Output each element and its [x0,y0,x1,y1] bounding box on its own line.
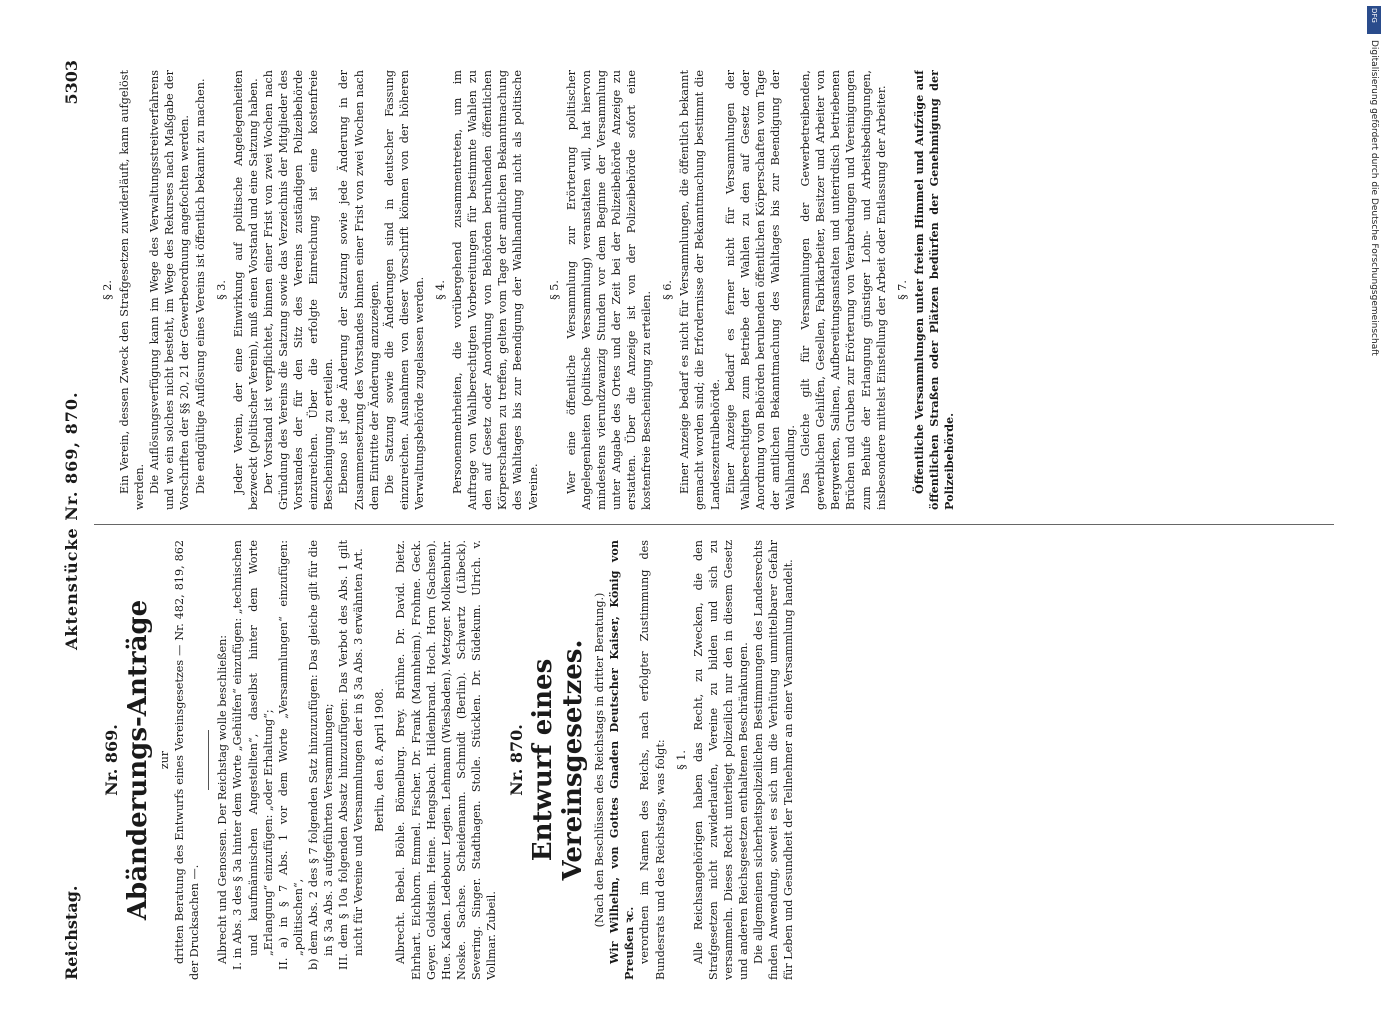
section-4-paragraph: Personenmehrheiten, die vorübergehend zusammentreten, um im Auftrage von Wahlberechtigten Vorbereitungen für bestimmte Wahlen zu den auf Gesetz oder Anordnung von Behörden beruhenden öffentlichen Körperschaften zu treffen, gelten vom Tage der amtlichen Bekanntmachung des Wahltages bis zur Beendigung der Wahlhandlung nicht als politische Vereine. [451,70,540,510]
section-3-heading: § 3. [214,280,228,300]
section-2-paragraph: Die Auflösungsverfügung kann im Wege des Verwaltungsstreitverfahrens und wo ein solches nicht besteht, im Wege des Rekurses nach Maßgabe der Vorschriften der §§ 20, 21 der Gewerbeordnung angefochten werden. [148,70,192,510]
section-5-paragraph: Wer eine öffentliche Versammlung zur Erörterung politischer Angelegenheiten (politische Versammlung) veranstalten will, hat hiervon mindestens vierundzwanzig Stunden vor dem Beginne der Versammlung unter Angabe des Ortes und der Zeit bei der Polizeibehörde Anzeige zu erstatten. Über die Anzeige ist von der Polizeibehörde sofort eine kostenfreie Bescheinigung zu erteilen. [564,70,654,510]
note-870: (Nach den Beschlüssen des Reichstags in dritter Beratung.) [593,592,607,928]
short-rule [208,730,209,790]
motion-item: II. a) in § 7 Abs. 1 vor dem Worte „Versammlungen“ einzufügen: „politischen“, [276,540,305,970]
header-left: Reichstag. [62,885,81,980]
section-7-paragraph: Öffentliche Versammlungen unter freiem Himmel und Aufzüge auf öffentlichen Straßen oder Plätzen bedürfen der Genehmigung der Polizeibehörde. [911,70,956,510]
section-2-paragraph: Die endgültige Auflösung eines Vereins ist öffentlich bekannt zu machen. [193,78,207,494]
credit-text: Digitalisierung gefördert durch die Deutsche Forschungsgemeinschaft [1369,40,1379,356]
section-6-paragraph: Einer Anzeige bedarf es ferner nicht für Versammlungen der Wahlberechtigten zum Betriebe der Wahlen zu den auf Gesetz oder Anordnung von Behörden beruhenden öffentlichen Körperschaften vom Tage der amtlichen Bekanntmachung des Wahltages bis zur Beendigung der Wahlhandlung. [723,70,798,510]
section-2-paragraph: Ein Verein, dessen Zweck den Strafgesetzen zuwiderläuft, kann aufgelöst werden. [118,70,147,510]
date-line: Berlin, den 8. April 1908. [373,688,387,832]
page-header [58,60,88,980]
title-870: Entwurf eines Vereinsgesetzes. [528,639,589,881]
section-5-heading: § 5. [547,280,561,300]
preamble-verordnen: verordnen im Namen des Reichs, nach erfolgter Zustimmung des Bundesrats und des Reichstags, was folgt: [638,540,667,980]
section-4-heading: § 4. [433,280,447,300]
section-3-paragraph: Ebenso ist jede Änderung der Satzung sowie jede Änderung in der Zusammensetzung des Vorstandes binnen einer Frist von zwei Wochen nach dem Eintritte der Änderung anzuzeigen. [337,70,381,510]
section-2-heading: § 2. [101,280,114,300]
section-3-paragraph: Die Satzung sowie die Änderungen sind in deutscher Fassung einzureichen. Ausnahmen von dieser Vorschrift können von der höheren Verwaltungsbehörde zugelassen werden. [382,70,426,510]
title-869: Abänderungs-Anträge [123,599,154,921]
zur-label: zur [158,750,172,770]
motion-item: III. dem § 10a folgenden Absatz hinzuzufügen: Das Verbot des Abs. 1 gilt nicht für Vereine und Versammlungen der in § 3a Abs. 3 erwähnten Art. [337,540,366,970]
column-divider [94,524,1334,525]
document-number-870: Nr. 870. [507,724,527,796]
subtitle-869: dritten Beratung des Entwurfs eines Vereinsgesetzes — Nr. 482, 819, 862 der Drucksachen —. [173,540,202,980]
section-6-paragraph: Das Gleiche gilt für Versammlungen der Gewerbetreibenden, gewerblichen Gehilfen, Gesellen, Fabrikarbeiter, Besitzer und Arbeiter von Bergwerken, Salinen, Aufbereitungsanstalten und unterirdisch betriebenen Brüchen und Gruben zur Erörterung von Verabredungen und Vereinigungen zum Behufe der Erlangung günstiger Lohn- und Arbeitsbedingungen, insbesondere mittelst Einstellung der Arbeit oder Entlassung der Arbeiter. [799,70,888,510]
section-6-paragraph: Einer Anzeige bedarf es nicht für Versammlungen, die öffentlich bekannt gemacht worden sind; die Erfordernisse der Bekanntmachung bestimmt die Landeszentralbehörde. [678,70,722,510]
rotated-document [50,50,1350,990]
dfg-logo: DFG [1367,6,1381,34]
section-1-paragraph: Alle Reichsangehörigen haben das Recht, zu Zwecken, die den Strafgesetzen nicht zuwiderlaufen, Vereine zu bilden und sich zu versammeln. Dieses Recht unterliegt polizeilich nur den in diesem Gesetz und anderen Reichsgesetzen enthaltenen Beschränkungen. [691,540,750,980]
page-number: 5303 [62,60,81,105]
section-7-heading: § 7. [895,280,909,300]
digitization-credit [1367,40,1381,1020]
section-1-paragraph: Die allgemeinen sicherheitspolizeilichen Bestimmungen des Landesrechts finden Anwendung, soweit es sich um die Verhütung unmittelbarer Gefahr für Leben und Gesundheit der Teilnehmer an einer Versammlung handelt. [752,540,796,980]
section-3-paragraph: Jeder Verein, der eine Einwirkung auf politische Angelegenheiten bezweckt (politischer Verein), muß einen Vorstand und eine Satzung haben. [231,70,260,510]
motion-intro: Albrecht und Genossen. Der Reichstag wolle beschließen: [216,634,230,964]
motion-item: b) dem Abs. 2 des § 7 folgenden Satz hinzuzufügen: Das gleiche gilt für die in § 3a Abs. 3 aufgeführten Versammlungen; [306,540,336,970]
right-column [94,70,1334,510]
motion-item: I. in Abs. 3 des § 3a hinter dem Worte „Gehülfen“ einzufügen: „technischen und kaufmännischen Angestellten“, daselbst hinter dem Worte „Erlangung“ einzufügen: „oder Erhaltung“; [231,540,275,970]
document-number-869: Nr. 869. [102,724,121,796]
section-6-heading: § 6. [661,280,675,300]
section-3-paragraph: Der Vorstand ist verpflichtet, binnen einer Frist von zwei Wochen nach Gründung des Vereins die Satzung sowie das Verzeichnis der Mitglieder des Vorstandes der für den Sitz des Vereins zuständigen Polizeibehörde einzureichen. Über die erfolgte Einreichung ist eine kostenfreie Bescheinigung zu erteilen. [261,70,336,510]
signatories: Albrecht. Bebel. Böhle. Bömelburg. Brey. Brühne. Dr. David. Dietz. Ehrhart. Eichhorn. Emmel. Fischer. Dr. Frank (Mannheim). Frohme. Geck. Geyer. Goldstein. Heine. Hengsbach. Hildenbrand. Hoch. Horn (Sachsen). Hue. Kaden. Ledebour. Legien. Lehmann (Wiesbaden). Metzger. Molkenbuhr. Noske. Sachse. Scheidemann. Schmidt (Berlin). Schwartz (Lübeck). Severing. Singer. Stadthagen. Stolle. Stücklen. Dr. Südekum. Ulrich. v. Vollmar. Zubeil. [394,540,498,980]
left-column [94,540,1334,980]
preamble-wir: Wir Wilhelm, von Gottes Gnaden Deutscher Kaiser, König von Preußen ꝛc. [607,540,637,980]
header-title: Aktenstücke Nr. 869, 870. [62,391,81,650]
section-1-heading: § 1. [674,750,688,770]
